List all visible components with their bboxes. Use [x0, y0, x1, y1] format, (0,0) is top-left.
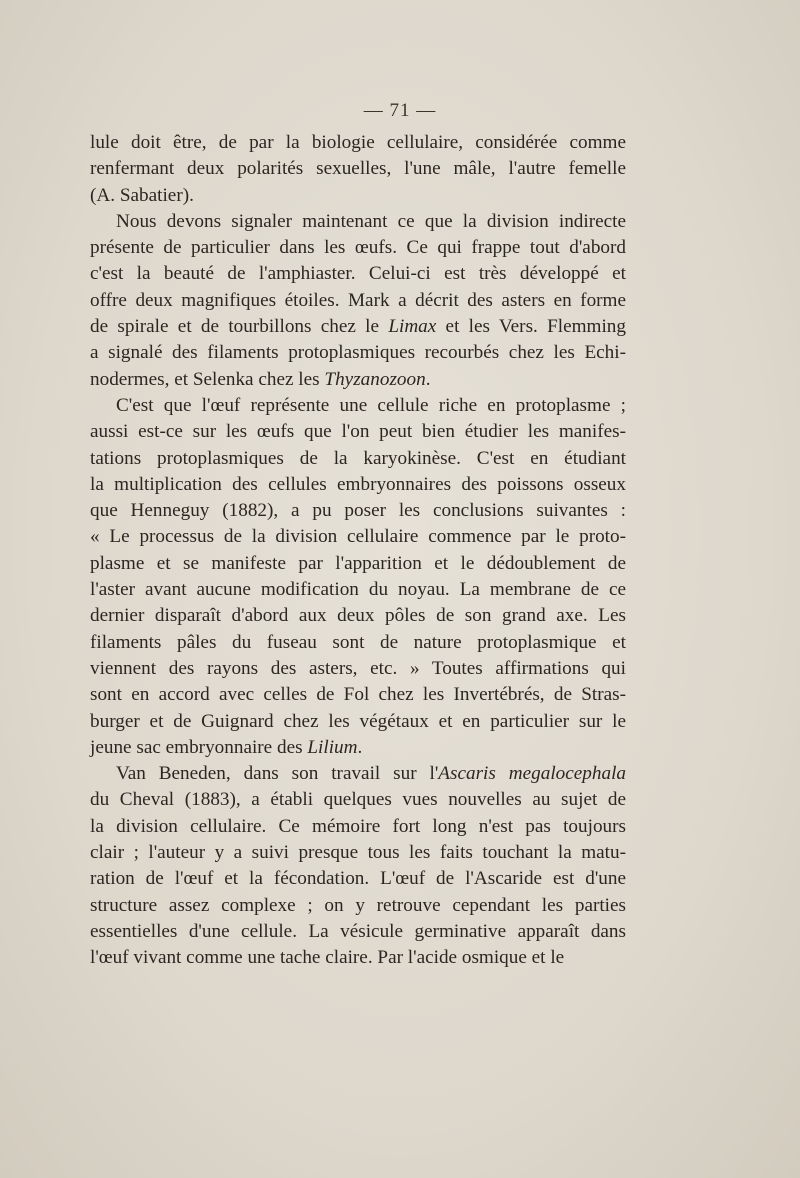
text-segment: du Cheval (1883), a établi quelques vues nouvelles au sujet de [90, 789, 626, 811]
paragraph [90, 393, 626, 761]
text-segment: (A. Sabatier). [90, 184, 194, 206]
text-line [90, 261, 626, 287]
body-text [90, 130, 626, 972]
text-line [90, 156, 626, 182]
text-segment: ration de l'œuf et la fécondation. L'œuf de l'Ascaride est d'une [90, 868, 626, 890]
text-line [90, 840, 626, 866]
text-segment: . [357, 736, 363, 758]
text-segment: jeune sac embryonnaire des [90, 736, 308, 758]
text-line [90, 367, 626, 393]
italic-term: Ascaris megalocephala [438, 763, 626, 785]
text-line [90, 340, 626, 366]
italic-term: Limax [388, 316, 437, 338]
text-line [90, 682, 626, 708]
text-line [90, 866, 626, 892]
text-line [90, 419, 626, 445]
text-line [90, 630, 626, 656]
text-line [90, 130, 626, 156]
text-line [90, 183, 626, 209]
text-segment: l'œuf vivant comme une tache claire. Par l'acide osmique et le [90, 947, 565, 969]
text-segment: dernier disparaît d'abord aux deux pôles de son grand axe. Les [90, 605, 626, 627]
text-line [90, 656, 626, 682]
text-line [90, 551, 626, 577]
text-segment: l'aster avant aucune modification du noyau. La membrane de ce [90, 579, 626, 601]
text-segment: offre deux magnifiques étoiles. Mark a décrit des asters en forme [90, 289, 626, 311]
text-segment: lule doit être, de par la biologie cellulaire, considérée comme [90, 132, 626, 153]
text-segment: a signalé des filaments protoplasmiques recourbés chez les Echi- [90, 342, 626, 364]
paragraph [90, 209, 626, 393]
text-segment: que Henneguy (1882), a pu poser les conclusions suivantes : [90, 500, 626, 522]
text-line [90, 446, 626, 472]
text-segment: la division cellulaire. Ce mémoire fort long n'est pas toujours [90, 815, 626, 837]
text-segment: « Le processus de la division cellulaire commence par le proto- [90, 526, 626, 548]
text-segment: c'est la beauté de l'amphiaster. Celui-ci est très développé et [90, 263, 626, 285]
text-segment: filaments pâles du fuseau sont de nature protoplasmique et [90, 631, 626, 653]
text-line [90, 603, 626, 629]
text-segment: C'est que l'œuf représente une cellule riche en protoplasme ; [116, 394, 626, 416]
italic-term: Lilium [307, 736, 358, 758]
text-line [90, 524, 626, 550]
text-line [90, 787, 626, 813]
text-segment: Nous devons signaler maintenant ce que la division indirecte [116, 210, 626, 232]
text-segment: structure assez complexe ; on y retrouve cependant les parties [90, 894, 626, 916]
text-segment: Van Beneden, dans son travail sur l' [116, 763, 439, 785]
text-segment: burger et de Guignard chez les végétaux et en particulier sur le [90, 710, 626, 732]
text-line [90, 235, 626, 261]
text-segment: . [425, 368, 431, 390]
text-segment: plasme et se manifeste par l'apparition et le dédoublement de [90, 552, 626, 574]
text-line [90, 393, 626, 419]
text-segment: tations protoplasmiques de la karyokinèse. C'est en étudiant [90, 447, 626, 469]
text-segment: aussi est-ce sur les œufs que l'on peut bien étudier les manifes- [90, 421, 626, 443]
text-segment: la multiplication des cellules embryonnaires des poissons osseux [90, 473, 626, 495]
text-line [90, 735, 626, 761]
text-segment: nodermes, et Selenka chez les [90, 368, 325, 390]
text-line [90, 314, 626, 340]
text-line [90, 893, 626, 919]
text-segment: essentielles d'une cellule. La vésicule germinative apparaît dans [90, 920, 626, 942]
text-segment: sont en accord avec celles de Fol chez les Invertébrés, de Stras- [90, 684, 626, 706]
text-line [90, 472, 626, 498]
italic-term: Thyzanozoon [324, 368, 426, 390]
paragraph [90, 130, 626, 209]
text-line [90, 814, 626, 840]
text-line [90, 761, 626, 787]
text-segment: présente de particulier dans les œufs. Ce qui frappe tout d'abord [90, 237, 626, 259]
text-line [90, 209, 626, 235]
paragraph [90, 761, 626, 971]
text-line [90, 498, 626, 524]
text-segment: renfermant deux polarités sexuelles, l'une mâle, l'autre femelle [90, 158, 626, 180]
text-line [90, 945, 626, 971]
page-number: — 71 — [363, 100, 437, 121]
text-line [90, 919, 626, 945]
text-segment: de spirale et de tourbillons chez le [90, 316, 389, 338]
text-segment: clair ; l'auteur y a suivi presque tous les faits touchant la matu- [90, 842, 626, 864]
text-line [90, 577, 626, 603]
text-line [90, 288, 626, 314]
text-segment: et les Vers. Flemming [436, 316, 626, 338]
text-line [90, 709, 626, 735]
text-segment: viennent des rayons des asters, etc. » Toutes affirmations qui [90, 657, 626, 679]
